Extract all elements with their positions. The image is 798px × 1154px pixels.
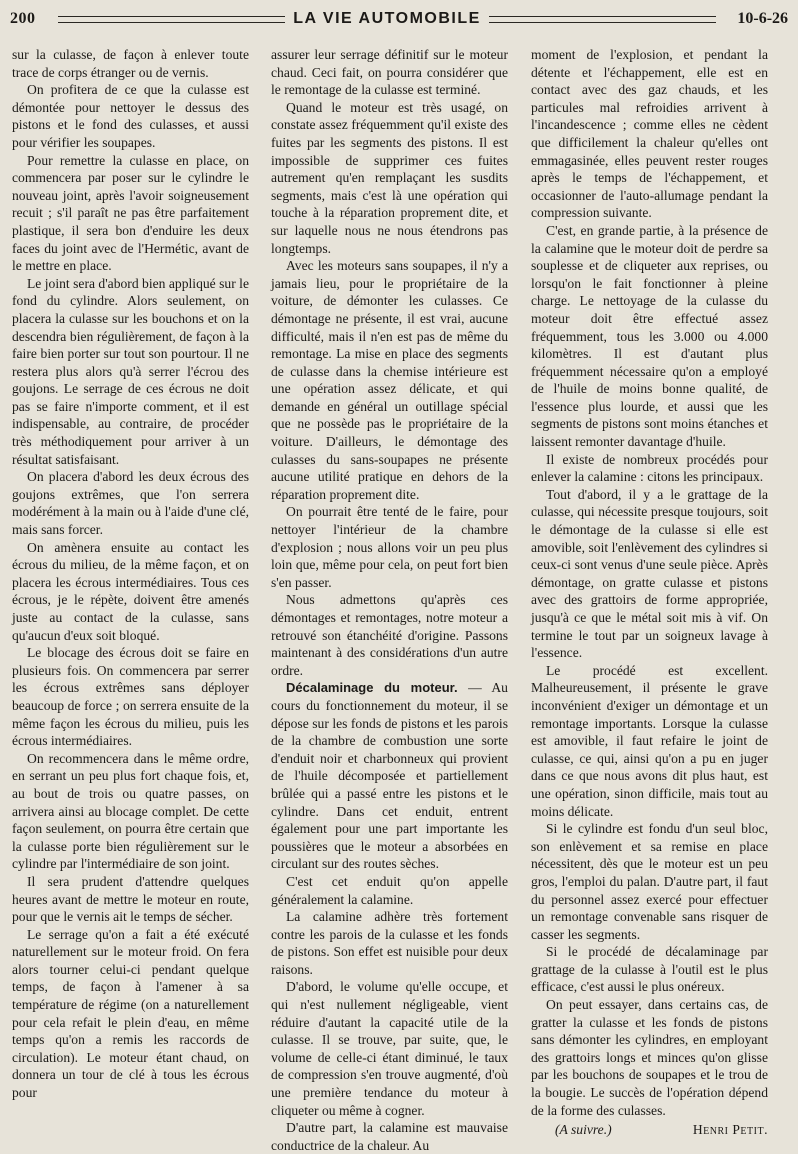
- author-name: Henri Petit.: [692, 1122, 768, 1138]
- header-rule-left: [58, 16, 285, 23]
- paragraph: Nous admettons qu'après ces démontages et remontages, notre moteur a retrouvé son étanchéité d'origine. Passons maintenant à des considérations d'un autre ordre.: [271, 592, 508, 678]
- paragraph: Le blocage des écrous doit se faire en plusieurs fois. On commencera par serrer les écrous extrêmes sans déployer beaucoup de force ; on serrera ensuite de la même façon les écrous du milieu, puis les écrous intermédiaires.: [12, 645, 249, 749]
- paragraph: Le joint sera d'abord bien appliqué sur le fond du cylindre. Alors seulement, on placera la culasse sur les bouchons et on la descendra bien régulièrement, de façon à la faire bien porter sur tout son pourtour. Il ne restera plus alors qu'à serrer l'écrou des goujons. Le serrage de ces écrous ne doit pas se faire n'importe comment, et il est indispensable, au contraire, de procéder très méthodiquement pour arriver à un résultat satisfaisant.: [12, 275, 249, 467]
- paragraph: On placera d'abord les deux écrous des goujons extrêmes, que l'on serrera modérément à la main ou à l'aide d'une clé, mais sans forcer.: [12, 469, 249, 538]
- page-number: 200: [10, 10, 36, 27]
- paragraph: Si le procédé de décalaminage par grattage de la culasse à l'outil est le plus efficace, c'est aussi le plus onéreux.: [531, 944, 768, 995]
- paragraph: Il sera prudent d'attendre quelques heures avant de mettre le moteur en route, pour que le vernis ait le temps de sécher.: [12, 873, 249, 925]
- paragraph: Pour remettre la culasse en place, on commencera par poser sur le cylindre le nouveau joint, après l'avoir soigneusement recuit ; s'il paraît ne pas être parfaitement plastique, il sera bon d'enduire les deux faces du joint avec de l'Hermétic, avant de le mettre en place.: [12, 152, 249, 274]
- section-lead-paragraph: [271, 679, 508, 873]
- paragraph: assurer leur serrage définitif sur le moteur chaud. Ceci fait, on pourra considérer que le remontage de la culasse est terminé.: [271, 47, 508, 98]
- paragraph: On peut essayer, dans certains cas, de gratter la culasse et les fonds de pistons sans démonter les cylindres, en employant des grattoirs longs et minces qu'on glisse par les bouchons de soupapes et le trou de la bougie. Le succès de l'opération dépend de la forme des culasses.: [531, 997, 768, 1118]
- paragraph: Tout d'abord, il y a le grattage de la culasse, qui nécessite presque toujours, soit le démontage de la culasse si elle est amovible, soit l'enlèvement des cylindres si ceux-ci sont venus d'une seule pièce. Après démontage, on gratte culasse et pistons avec des grattoirs de forme appropriée, jusqu'à ce que le métal soit mis à vif. On termine le tout par un soigneux lavage à l'essence.: [531, 486, 768, 661]
- paragraph: On amènera ensuite au contact les écrous du milieu, de la même façon, et on placera les écrous intermédiaires. Tous ces écrous, je le répète, doivent être amenés juste au contact de la culasse, sans qu'aucun d'eux soit bloqué.: [12, 539, 249, 643]
- paragraph: Le serrage qu'on a fait a été exécuté naturellement sur le moteur froid. On fera alors tourner celui-ci pendant quelque temps, de façon à l'amener à sa température de régime (on a naturellement pour cela refait le plein d'eau, en même temps qu'on a remis les raccords de circulation). Le moteur étant chaud, on donnera un tour de clé à tous les écrous pour: [12, 926, 249, 1101]
- column-1: [12, 46, 249, 1102]
- paragraph: On recommencera dans le même ordre, en serrant un peu plus fort chaque fois, et, au bout de trois ou quatre passes, on arrivera ainsi au blocage complet. De cette façon seulement, on pourra être certain que la culasse porte bien régulièrement sur le cylindre par l'intermédiaire de son joint.: [12, 750, 249, 872]
- paragraph: Le procédé est excellent. Malheureusement, il présente le grave inconvénient d'exiger un démontage et un remontage importants. Lorsque la culasse est amovible, il faut refaire le joint de culasse, ce qui, ainsi qu'on a pu en juger dans ce que nous avons dit plus haut, est une opération, sinon difficile, mais tout au moins délicate.: [531, 662, 768, 819]
- paragraph: C'est cet enduit qu'on appelle généralement la calamine.: [271, 873, 508, 907]
- paragraph: On profitera de ce que la culasse est démontée pour nettoyer le dessus des pistons et le fond des culasses, et aussi pour vérifier les soupapes.: [12, 82, 249, 150]
- paragraph: Si le cylindre est fondu d'un seul bloc, son enlèvement et sa remise en place nécessitent, dès que le moteur est un peu gros, l'emploi du palan. D'autre part, il faut du personnel assez exercé pour effectuer un remontage convenable sans risquer de casser les segments.: [531, 821, 768, 942]
- paragraph: C'est, en grande partie, à la présence de la calamine que le moteur doit de perdre sa souplesse et de cliqueter aux reprises, ou lorsqu'on le fait fonctionner à pleine charge. Le nettoyage de la culasse du moteur doit être effectué assez fréquemment, tous les 3.000 ou 4.000 kilomètres. Il est d'autant plus fréquemment nécessaire qu'on a employé de l'huile de moins bonne qualité, de l'essence plus lourde, et aussi que les segments de pistons sont moins étanches et laissent remonter davantage d'huile.: [531, 222, 768, 450]
- header-rule-right: [489, 16, 716, 23]
- issue-date: 10-6-26: [737, 10, 789, 27]
- column-2: [271, 46, 508, 1154]
- paragraph: Avec les moteurs sans soupapes, il n'y a jamais lieu, pour le propriétaire de la voiture, de démonter les culasses. Ce démontage ne présente, il est vrai, aucune difficulté, mais il n'en est pas de même du remontage. La mise en place des segments de culasse dans la chemise intérieure est une opération assez délicate, et qui demande en général un outillage spécial que ne possède pas le propriétaire de la voiture. D'ailleurs, le démontage des culasses du sans-soupapes ne présente aucune utilité pratique en dehors de la réparation proprement dite.: [271, 258, 508, 502]
- paragraph: D'autre part, la calamine est mauvaise conductrice de la chaleur. Au: [271, 1120, 508, 1153]
- to-be-continued: (A suivre.): [555, 1122, 612, 1138]
- paragraph: Quand le moteur est très usagé, on constate assez fréquemment qu'il existe des fuites par les segments des pistons. Il est impossible de supprimer ces fuites autrement qu'en remplaçant les susdits segments, mais c'est là une opération qui touche à la réparation proprement dite, et sur laquelle nous ne nous étendrons pas longtemps.: [271, 99, 508, 256]
- paragraph: On pourrait être tenté de le faire, pour nettoyer l'intérieur de la chambre d'explosion ; nous allons voir un peu plus loin que, même pour cela, on peut fort bien s'en passer.: [271, 504, 508, 590]
- paragraph: La calamine adhère très fortement contre les parois de la culasse et les fonds de pistons. Son effet est nuisible pour deux raisons.: [271, 909, 508, 977]
- section-heading: Décalaminage du moteur.: [286, 680, 458, 696]
- journal-title: LA VIE AUTOMOBILE: [293, 10, 481, 27]
- section-lead-text: — Au cours du fonctionnement du moteur, il se dépose sur les fonds de pistons et les parois de la chambre de combustion une sorte d'enduit noir et charbonneux qui provient de l'huile décomposée et partiellement brûlée qui a passé entre les pistons et le cylindre. Dans cet enduit, entrent également pour une part importante les poussières que le moteur a absorbées en circulant sur des routes sèches.: [271, 680, 508, 872]
- paragraph: moment de l'explosion, et pendant la détente et l'échappement, elle est en contact avec des gaz chauds, et les particules mal refroidies arrivent à l'incandescence ; comme elles ne cèdent que difficilement la chaleur qu'elles ont emmagasinée, elles peuvent rester rouges après le temps de l'échappement, et occasionner de l'auto-allumage pendant la compression suivante.: [531, 47, 768, 221]
- paragraph: sur la culasse, de façon à enlever toute trace de corps étranger ou de vernis.: [12, 47, 249, 80]
- article-signature: [531, 1121, 768, 1139]
- paragraph: Il existe de nombreux procédés pour enlever la calamine : citons les principaux.: [531, 451, 768, 485]
- paragraph: D'abord, le volume qu'elle occupe, et qui n'est nullement négligeable, vient réduire d'autant la capacité utile de la culasse. Il se trouve, par suite, que, le volume de celle-ci étant diminué, le taux de compression s'en trouve augmenté, d'où une première tendance du moteur à cliqueter ou même à cogner.: [271, 979, 508, 1118]
- page-header: [10, 8, 788, 30]
- column-3: [531, 46, 768, 1139]
